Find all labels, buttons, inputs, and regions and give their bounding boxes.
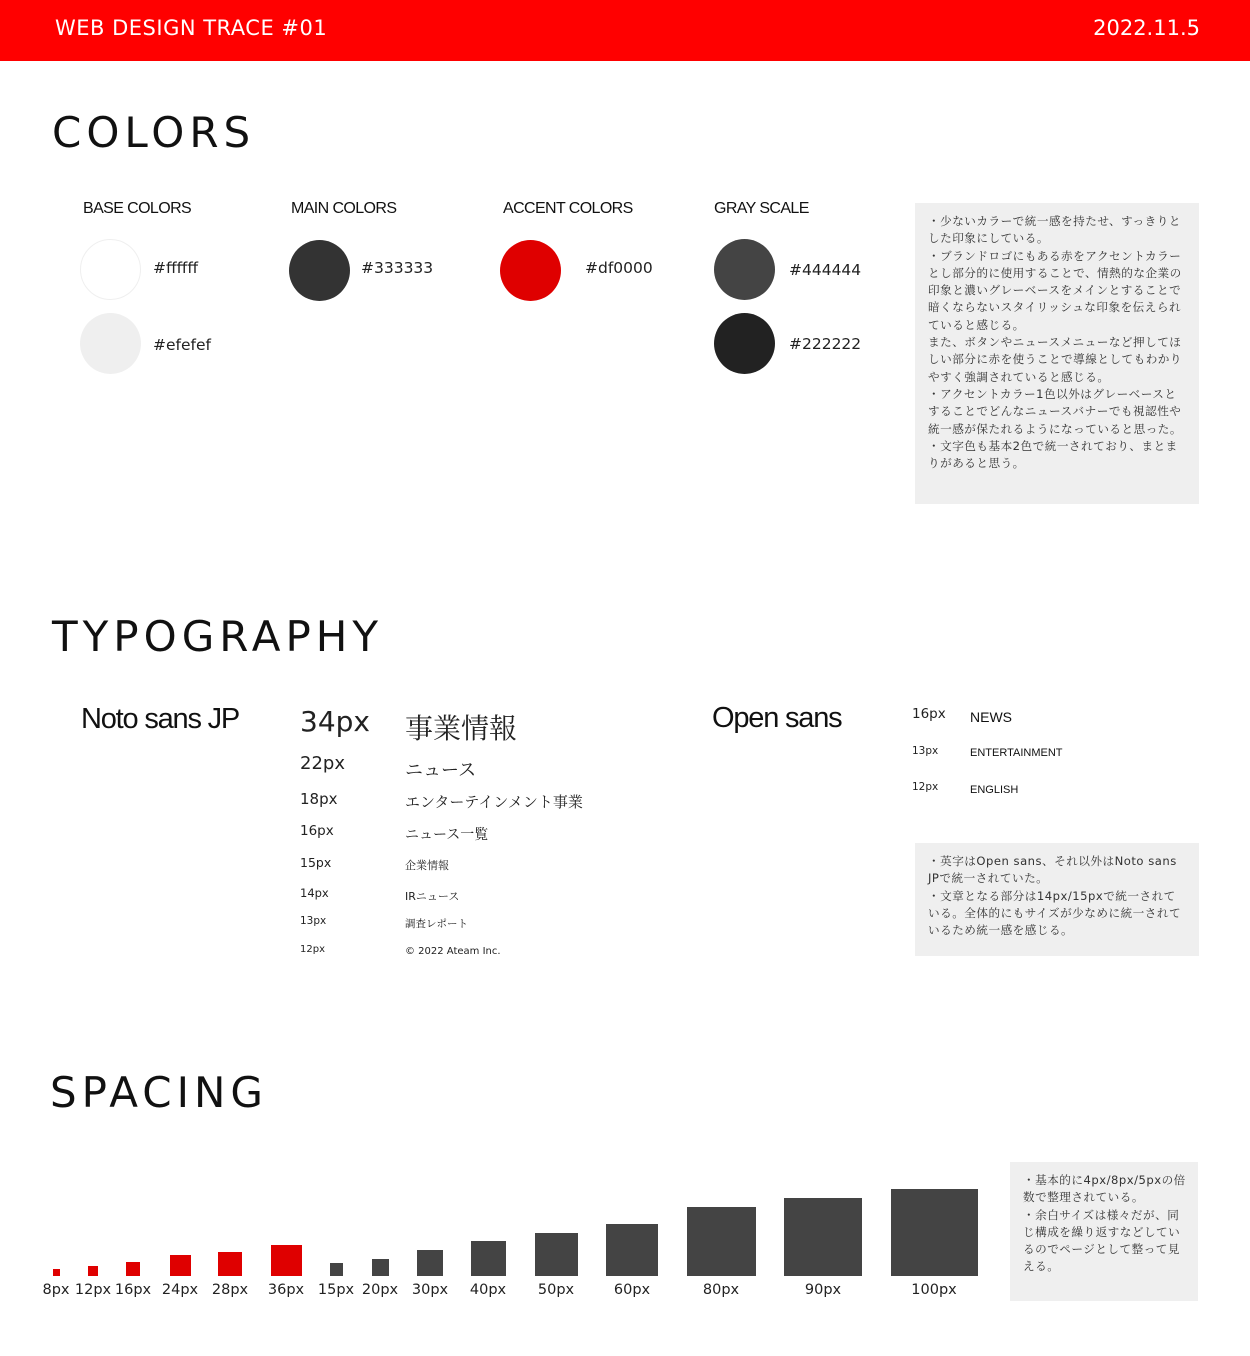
hex-gray-2: #222222 [789, 335, 862, 353]
header-date: 2022.11.5 [1093, 16, 1200, 40]
noto-size-16: 16px [300, 823, 334, 839]
spacing-label-24px: 24px [161, 1282, 199, 1298]
spacing-square-100px [891, 1189, 978, 1276]
noto-sample-15: 企業情報 [405, 859, 449, 872]
swatch-base-light-gray [80, 313, 141, 374]
hex-base-light-gray: #efefef [153, 336, 211, 354]
spacing-square-80px [687, 1207, 756, 1276]
spacing-label-28px: 28px [211, 1282, 249, 1298]
spacing-label-20px: 20px [361, 1282, 399, 1298]
spacing-square-40px [471, 1241, 506, 1276]
swatch-gray-1 [714, 239, 775, 300]
noto-sample-14: IRニュース [405, 890, 460, 903]
spacing-square-15px [330, 1263, 343, 1276]
noto-sample-13: 調査レポート [405, 918, 468, 930]
noto-size-12: 12px [300, 944, 325, 955]
main-colors-label: MAIN COLORS [291, 200, 397, 217]
swatch-base-white [80, 239, 141, 300]
spacing-square-50px [535, 1233, 578, 1276]
spacing-label-8px: 8px [42, 1282, 70, 1298]
noto-size-34: 34px [300, 705, 370, 738]
noto-size-22: 22px [300, 753, 345, 774]
noto-sample-34: 事業情報 [405, 712, 518, 745]
spacing-label-50px: 50px [537, 1282, 575, 1298]
noto-font-name: Noto sans JP [81, 703, 240, 735]
typography-note: ・英字はOpen sans、それ以外はNoto sans JPで統一されていた。 ・文章となる部分は14px/15pxで統一されている。全体的にもサイズが少なめに統一されているため統一感を感じる。 [915, 843, 1199, 956]
spacing-square-16px [126, 1262, 140, 1276]
open-sample-13: ENTERTAINMENT [970, 747, 1063, 759]
colors-note: ・少ないカラーで統一感を持たせ、すっきりとした印象にしている。 ・ブランドロゴにもある赤をアクセントカラーとし部分的に使用することで、情熱的な企業の印象と濃いグレーベースをメインとすることで暗くならないスタイリッシュな印象を伝えられていると感じる。 また、ボタンやニュースメニューなど押してほしい部分に赤を使うことで導線としてもわかりやすく強調されていると感じる。 ・アクセントカラー1色以外はグレーベースとすることでどんなニュースバナーでも視認性や統一感が保たれるようになっていると思った。 ・文字色も基本2色で統一されており、まとまりがあると思う。 [915, 203, 1199, 504]
spacing-square-36px [271, 1245, 302, 1276]
open-size-16: 16px [912, 706, 946, 722]
spacing-label-80px: 80px [702, 1282, 740, 1298]
open-size-12: 12px [912, 781, 939, 793]
spacing-label-60px: 60px [613, 1282, 651, 1298]
base-colors-label: BASE COLORS [83, 200, 192, 217]
spacing-section-title: SPACING [50, 1068, 268, 1117]
spacing-label-15px: 15px [317, 1282, 355, 1298]
noto-size-15: 15px [300, 855, 332, 870]
spacing-label-100px: 100px [911, 1282, 957, 1298]
spacing-label-40px: 40px [469, 1282, 507, 1298]
noto-size-18: 18px [300, 790, 338, 808]
noto-sample-22: ニュース [405, 760, 477, 781]
open-size-13: 13px [912, 745, 939, 757]
accent-colors-label: ACCENT COLORS [503, 200, 633, 217]
hex-accent: #df0000 [585, 259, 653, 277]
swatch-accent [500, 240, 561, 301]
hex-base-white: #ffffff [153, 259, 199, 277]
spacing-square-24px [170, 1255, 191, 1276]
spacing-note: ・基本的に4px/8px/5pxの倍数で整理されている。 ・余白サイズは様々だが、同じ構成を繰り返すなどしているのでページとして整って見える。 [1010, 1162, 1198, 1301]
hex-gray-1: #444444 [789, 261, 862, 279]
spacing-label-36px: 36px [267, 1282, 305, 1298]
gray-scale-label: GRAY SCALE [714, 200, 809, 217]
spacing-label-30px: 30px [411, 1282, 449, 1298]
typography-section-title: TYPOGRAPHY [52, 612, 384, 661]
spacing-label-12px: 12px [74, 1282, 112, 1298]
swatch-main [289, 240, 350, 301]
header-bar [0, 0, 1250, 61]
spacing-square-20px [372, 1259, 389, 1276]
noto-size-14: 14px [300, 886, 329, 900]
open-sample-12: ENGLISH [970, 784, 1019, 796]
noto-sample-18: エンターテインメント事業 [405, 793, 583, 811]
spacing-square-8px [53, 1269, 60, 1276]
spacing-label-16px: 16px [114, 1282, 152, 1298]
noto-size-13: 13px [300, 915, 327, 927]
noto-sample-16: ニュース一覧 [405, 827, 489, 843]
swatch-gray-2 [714, 313, 775, 374]
colors-section-title: COLORS [52, 108, 256, 157]
spacing-label-90px: 90px [804, 1282, 842, 1298]
open-sample-16: NEWS [970, 709, 1012, 725]
spacing-square-28px [218, 1252, 242, 1276]
open-sans-font-name: Open sans [712, 702, 842, 734]
spacing-square-12px [88, 1266, 98, 1276]
spacing-square-90px [784, 1198, 862, 1276]
noto-sample-12: © 2022 Ateam Inc. [405, 946, 501, 957]
hex-main: #333333 [361, 259, 434, 277]
header-title: WEB DESIGN TRACE #01 [55, 16, 328, 40]
spacing-square-60px [606, 1224, 658, 1276]
spacing-square-30px [417, 1250, 443, 1276]
